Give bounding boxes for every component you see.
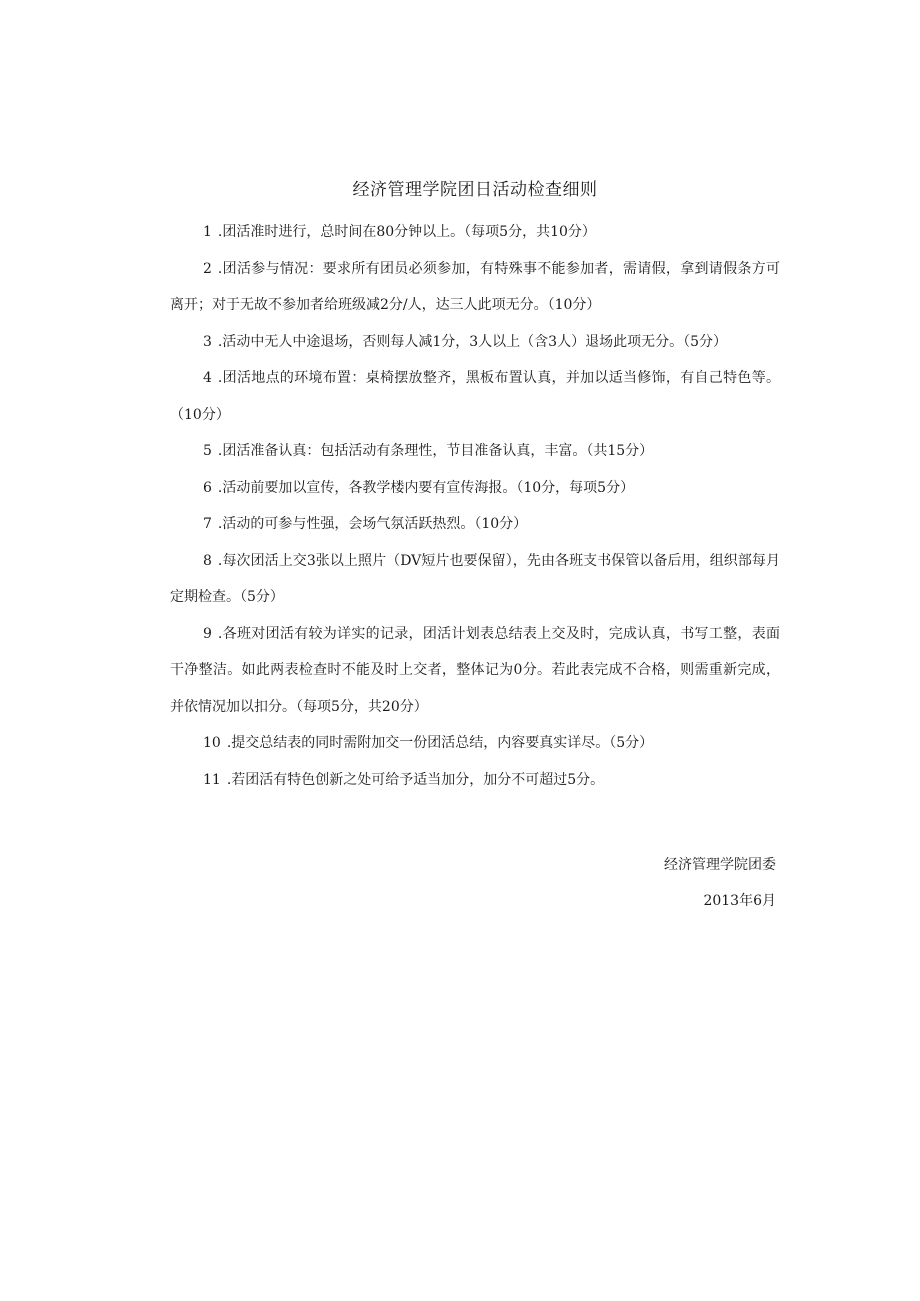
rule-text: .若团活有特色创新之处可给予适当加分，加分不可超过5分。 bbox=[226, 771, 605, 788]
rule-text: .提交总结表的同时需附加交一份团活总结，内容要真实详尽。（5分） bbox=[226, 735, 654, 751]
rule-text: .团活地点的环境布置：桌椅摆放整齐，黑板布置认真，并加以适当修饰，有自己特色等。（10分） bbox=[170, 370, 780, 423]
rule-number: 6 bbox=[203, 479, 212, 496]
rule-text: .活动的可参与性强，会场气氛活跃热烈。（10分） bbox=[217, 516, 528, 532]
rule-item-8 bbox=[170, 543, 780, 616]
rule-text: .活动前要加以宣传，各教学楼内要有宣传海报。（10分，每项5分） bbox=[217, 479, 635, 496]
rule-text: .团活参与情况：要求所有团员必须参加，有特殊事不能参加者，需请假，拿到请假条方可离开；对于无故不参加者给班级减2分/人，达三人此项无分。（10分） bbox=[170, 260, 780, 313]
rule-number: 5 bbox=[203, 443, 212, 459]
document-page bbox=[170, 178, 780, 919]
rule-item-2 bbox=[170, 251, 780, 324]
rule-item-11 bbox=[170, 762, 780, 799]
rule-text: .团活准备认真：包括活动有条理性，节目准备认真，丰富。（共15分） bbox=[217, 443, 654, 459]
signature-block bbox=[170, 847, 780, 919]
signature-org: 经济管理学院团委 bbox=[664, 857, 776, 873]
rule-number: 10 bbox=[203, 735, 221, 751]
rule-item-6 bbox=[170, 470, 780, 507]
signature-date: 2013年6月 bbox=[703, 893, 776, 909]
rule-number: 7 bbox=[203, 516, 212, 532]
rule-item-4 bbox=[170, 360, 780, 433]
rule-text: .活动中无人中途退场，否则每人减1分，3人以上（含3人）退场此项无分。（5分） bbox=[217, 333, 727, 350]
rule-item-10 bbox=[170, 725, 780, 762]
rule-number: 3 bbox=[203, 333, 212, 350]
rule-text: .每次团活上交3张以上照片（DV短片也要保留），先由各班支书保管以备后用，组织部每月定期检查。（5分） bbox=[170, 552, 780, 605]
rule-number: 9 bbox=[203, 625, 212, 642]
document-title: 经济管理学院团日活动检查细则 bbox=[352, 180, 598, 200]
rule-item-1 bbox=[170, 214, 780, 251]
rule-text: .团活准时进行，总时间在80分钟以上。（每项5分，共10分） bbox=[217, 224, 596, 240]
rule-number: 11 bbox=[203, 771, 221, 788]
rule-item-7 bbox=[170, 506, 780, 543]
rule-item-3 bbox=[170, 324, 780, 361]
rule-number: 1 bbox=[203, 224, 212, 240]
rule-text: .各班对团活有较为详实的记录，团活计划表总结表上交及时，完成认真，书写工整，表面干净整洁。如此两表检查时不能及时上交者，整体记为0分。若此表完成不合格，则需重新完成，并依情况加以扣分。（每项5分，共20分） bbox=[170, 625, 780, 715]
rule-number: 4 bbox=[203, 370, 212, 386]
rule-item-9 bbox=[170, 616, 780, 726]
rule-number: 2 bbox=[203, 260, 212, 277]
rules-list bbox=[170, 214, 780, 798]
rule-item-5 bbox=[170, 433, 780, 470]
rule-number: 8 bbox=[203, 552, 212, 569]
